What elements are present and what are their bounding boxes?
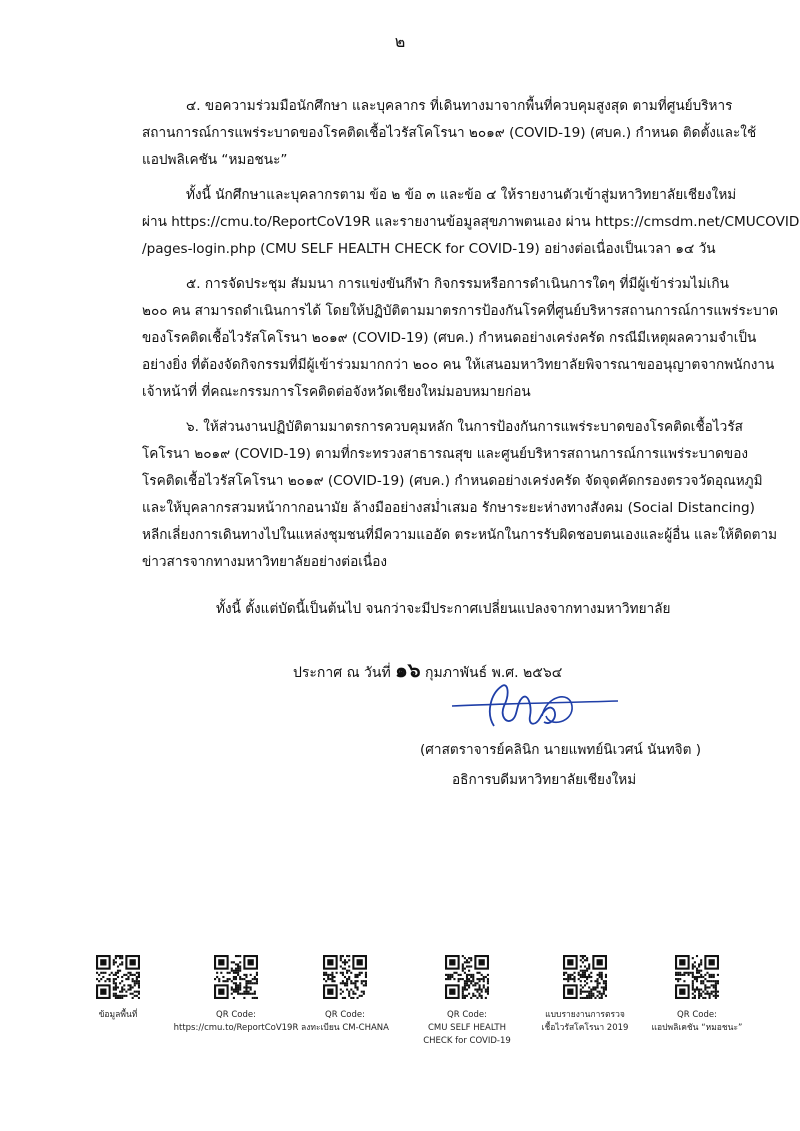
paragraph-item-4: [142, 93, 757, 174]
signer-name: (ศาสตราจารย์คลินิก นายแพทย์นิเวศน์ นันทจิต ): [420, 742, 702, 758]
qr-code-icon: [323, 955, 367, 999]
text-line: สถานการณ์การแพร่ระบาดของโรคติดเชื้อไวรัสโคโรนา ๒๐๑๙ (COVID-19) (ศบค.) กำหนด ติดตั้งและใช้: [142, 125, 757, 141]
qr-caption: แบบรายงานการตรวจ เชื้อไวรัสโคโรนา 2019: [541, 1010, 629, 1033]
qr-code-icon: [96, 955, 140, 999]
text-line: ๖. ให้ส่วนงานปฏิบัติตามมาตรการควบคุมหลัก ในการป้องกันการแพร่ระบาดของโรคติดเชื้อไวรัส: [186, 419, 743, 435]
text-line: โคโรนา ๒๐๑๙ (COVID-19) ตามที่กระทรวงสาธารณสุข และศูนย์บริหารสถานการณ์การแพร่ระบาดของ: [142, 446, 749, 462]
text-line: อย่างยิ่ง ที่ต้องจัดกิจกรรมที่มีผู้เข้าร่วมมากกว่า ๒๐๐ คน ให้เสนอมหาวิทยาลัยพิจารณาขออนุญาตจากพนักงาน: [142, 357, 775, 373]
qr-code-row: [0, 955, 800, 1075]
text-line: หลีกเลี่ยงการเดินทางไปในแหล่งชุมชนที่มีความแออัด ตระหนักในการรับผิดชอบตนเองและผู้อื่น และให้ติดตาม: [142, 527, 778, 543]
qr-item-mor-chana-app[interactable]: [622, 955, 772, 1035]
qr-caption: ข้อมูลพื้นที่: [98, 1010, 138, 1020]
qr-caption: QR Code: ลงทะเบียน CM-CHANA: [301, 1010, 389, 1033]
announcement-day: ๑๖: [395, 658, 421, 682]
text-line: /pages-login.php (CMU SELF HEALTH CHECK for COVID-19) อย่างต่อเนื่องเป็นเวลา ๑๔ วัน: [142, 241, 716, 257]
signer-title: อธิการบดีมหาวิทยาลัยเชียงใหม่: [452, 772, 637, 788]
text-line: เจ้าหน้าที่ ที่คณะกรรมการโรคติดต่อจังหวัดเชียงใหม่มอบหมายก่อน: [142, 384, 531, 400]
text-line: โรคติดเชื้อไวรัสโคโรนา ๒๐๑๙ (COVID-19) (ศบค.) กำหนดอย่างเคร่งครัด จัดจุดคัดกรองตรวจวัดอุณหภูมิ: [142, 473, 763, 489]
qr-caption: QR Code: https://cmu.to/ReportCoV19R: [173, 1010, 299, 1033]
text-line: ทั้งนี้ นักศึกษาและบุคลากรตาม ข้อ ๒ ข้อ ๓ และข้อ ๔ ให้รายงานตัวเข้าสู่มหาวิทยาลัยเชียงใหม่: [186, 187, 737, 203]
text-line: ๒๐๐ คน สามารถดำเนินการได้ โดยให้ปฏิบัติตามมาตรการป้องกันโรคที่ศูนย์บริหารสถานการณ์การแพร่ระบาด: [142, 303, 779, 319]
qr-code-icon: [445, 955, 489, 999]
qr-code-icon: [563, 955, 607, 999]
paragraph-report-instructions: [142, 182, 800, 263]
text-line: ของโรคติดเชื้อไวรัสโคโรนา ๒๐๑๙ (COVID-19) (ศบค.) กำหนดอย่างเคร่งครัด กรณีมีเหตุผลความจำเป็น: [142, 330, 757, 346]
effective-statement: ทั้งนี้ ตั้งแต่บัดนี้เป็นต้นไป จนกว่าจะมีประกาศเปลี่ยนแปลงจากทางมหาวิทยาลัย: [216, 601, 671, 617]
text-line: และให้บุคลากรสวมหน้ากากอนามัย ล้างมืออย่างสม่ำเสมอ รักษาระยะห่างทางสังคม (Social Distancing): [142, 500, 755, 516]
page-number: ๒: [394, 32, 406, 51]
text-line: ผ่าน https://cmu.to/ReportCoV19R และรายงานข้อมูลสุขภาพตนเอง ผ่าน https://cmsdm.net/CMUCOVID: [142, 214, 800, 230]
paragraph-item-5: [142, 271, 779, 406]
text-line: ๕. การจัดประชุม สัมมนา การแข่งขันกีฬา กิจกรรมหรือการดำเนินการใดๆ ที่มีผู้เข้าร่วมไม่เกิน: [186, 276, 729, 292]
signature-image: [450, 676, 620, 732]
qr-caption: QR Code: CMU SELF HEALTH CHECK for COVID-19: [423, 1010, 511, 1046]
text-line: ๔. ขอความร่วมมือนักศึกษา และบุคลากร ที่เดินทางมาจากพื้นที่ควบคุมสูงสุด ตามที่ศูนย์บริหาร: [186, 98, 733, 114]
text-line: ข่าวสารจากทางมหาวิทยาลัยอย่างต่อเนื่อง: [142, 554, 388, 570]
paragraph-item-6: [142, 414, 778, 576]
body-text: [142, 93, 800, 584]
qr-caption: QR Code: แอปพลิเคชัน “หมอชนะ”: [651, 1010, 743, 1033]
qr-code-icon: [214, 955, 258, 999]
announcement-month-year: กุมภาพันธ์ พ.ศ. ๒๕๖๔: [425, 665, 563, 681]
text-line: แอปพลิเคชัน “หมอชนะ”: [142, 152, 288, 168]
qr-code-icon: [675, 955, 719, 999]
announcement-prefix: ประกาศ ณ วันที่: [293, 665, 391, 681]
